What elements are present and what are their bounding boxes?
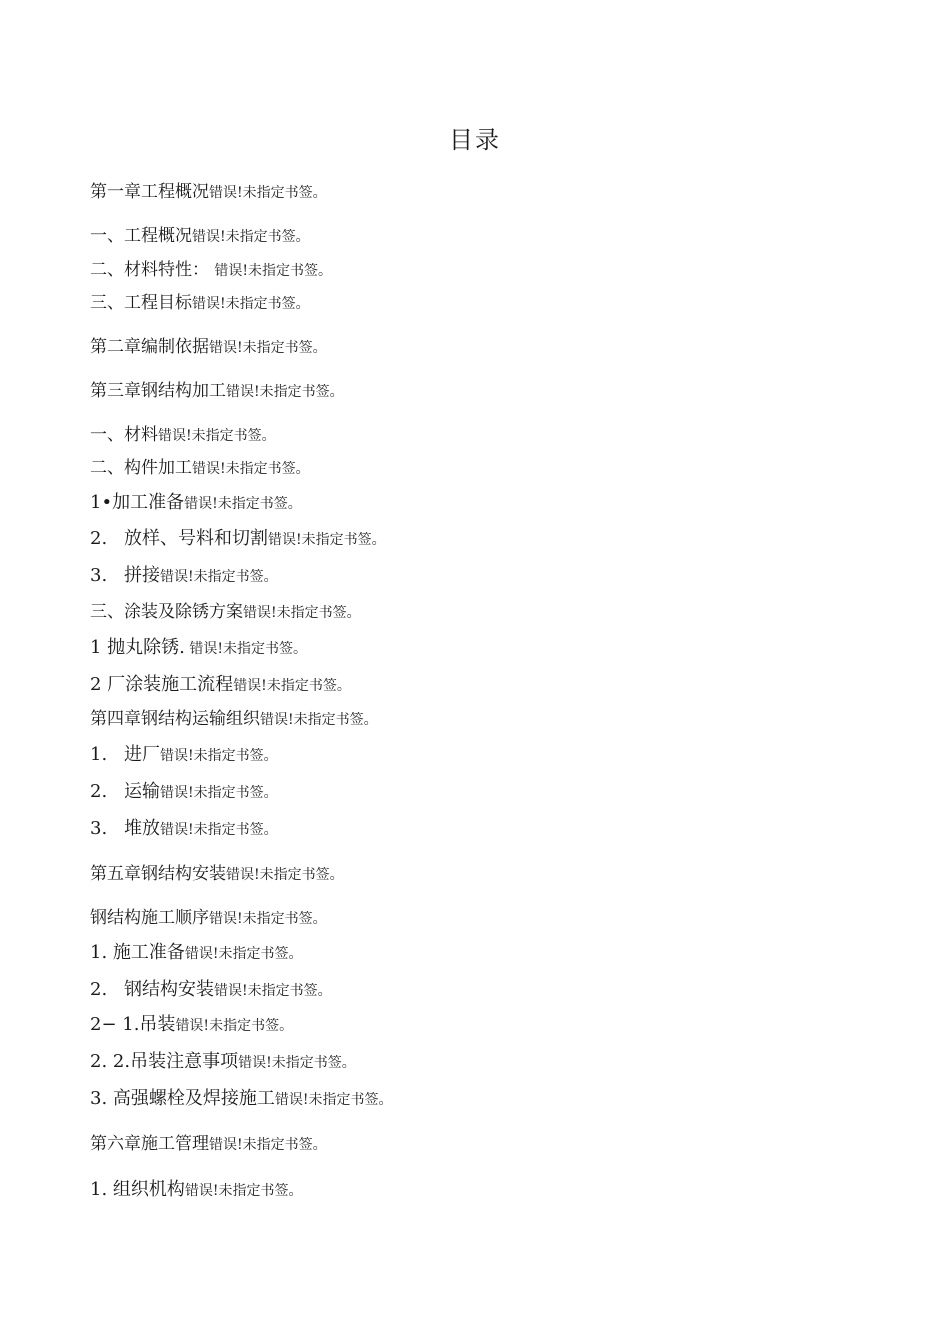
toc-entry[interactable]	[90, 981, 332, 999]
toc-entry-number: 3.	[90, 818, 108, 839]
toc-entry-bookmark-error: 错误!未指定书签。	[243, 605, 361, 621]
toc-entry-number: 2.	[90, 528, 108, 549]
toc-entry-bookmark-error: 错误!未指定书签。	[238, 1055, 356, 1071]
toc-entry[interactable]	[90, 676, 351, 694]
toc-entry-bookmark-error: 错误!未指定书签。	[192, 229, 310, 245]
toc-entry[interactable]	[90, 1016, 293, 1034]
toc-entry[interactable]	[90, 530, 386, 548]
toc-entry[interactable]	[90, 567, 278, 585]
toc-entry-bookmark-error: 错误!未指定书签。	[268, 532, 386, 548]
toc-entry[interactable]	[90, 228, 310, 245]
toc-entry-bookmark-error: 错误!未指定书签。	[184, 496, 302, 512]
toc-entry-heading: 钢结构安装	[124, 979, 214, 1000]
toc-entry[interactable]	[90, 427, 276, 444]
toc-entry[interactable]	[90, 910, 327, 927]
toc-entry[interactable]	[90, 494, 302, 512]
toc-entry-bookmark-error: 错误!未指定书签。	[209, 340, 327, 356]
toc-entry[interactable]	[90, 604, 361, 621]
toc-entry-heading: 第二章编制依据	[90, 337, 209, 357]
toc-entry-heading: 1 抛丸除锈.	[90, 637, 185, 658]
toc-entry-bookmark-error: 错误!未指定书签。	[209, 185, 327, 201]
toc-entry-bookmark-error: 错误!未指定书签。	[158, 428, 276, 444]
toc-entry-bookmark-error: 错误!未指定书签。	[160, 569, 278, 585]
toc-entry-bookmark-error: 错误!未指定书签。	[192, 296, 310, 312]
toc-entry[interactable]	[90, 1053, 356, 1071]
toc-entry-bookmark-error: 错误!未指定书签。	[209, 1137, 327, 1153]
toc-entry[interactable]	[90, 460, 310, 477]
toc-entry-heading: 2. 2.吊装注意事项	[90, 1051, 239, 1072]
toc-entry-heading: 第五章钢结构安装	[90, 864, 226, 884]
toc-entry-heading: 第四章钢结构运输组织	[90, 709, 260, 729]
toc-entry-heading: 二、构件加工	[90, 458, 192, 478]
toc-entry-heading: 进厂	[124, 744, 160, 765]
toc-entry[interactable]	[90, 262, 332, 279]
toc-entry-heading: 三、工程目标	[90, 293, 192, 313]
toc-entry-bookmark-error: 错误!未指定书签。	[184, 946, 303, 962]
toc-entry[interactable]	[90, 746, 278, 764]
toc-entry[interactable]	[90, 1090, 393, 1108]
toc-entry-number: 2.	[90, 979, 108, 1000]
toc-entry-bookmark-error: 错误!未指定书签。	[175, 1018, 294, 1034]
toc-entry[interactable]	[90, 944, 303, 962]
toc-entry-bookmark-error: 错误!未指定书签。	[160, 822, 278, 838]
toc-entry-heading: 2− 1.吊装	[90, 1014, 176, 1035]
toc-entry-heading: 1. 组织机构	[90, 1179, 185, 1200]
toc-entry-heading: 3. 高强螺栓及焊接施工	[90, 1088, 275, 1109]
toc-entry-bookmark-error: 错误!未指定书签。	[184, 1183, 303, 1199]
toc-entry-bookmark-error: 错误!未指定书签。	[226, 867, 344, 883]
toc-entry-heading: 1. 施工准备	[90, 942, 185, 963]
toc-entry[interactable]	[90, 339, 327, 356]
toc-entry-heading: 三、涂装及除锈方案	[90, 602, 243, 622]
toc-entry[interactable]	[90, 184, 327, 201]
toc-entry-heading: 1•加工准备	[90, 492, 185, 513]
toc-entry[interactable]	[90, 866, 344, 883]
toc-entry[interactable]	[90, 639, 307, 657]
toc-entry-bookmark-error: 错误!未指定书签。	[226, 384, 344, 400]
toc-entry-bookmark-error: 错误!未指定书签。	[274, 1092, 393, 1108]
toc-entry-bookmark-error: 错误!未指定书签。	[184, 641, 307, 657]
toc-entry-number: 3.	[90, 565, 108, 586]
toc-entry[interactable]	[90, 783, 278, 801]
toc-entry-heading: 钢结构施工顺序	[90, 908, 209, 928]
toc-entry-heading: 第六章施工管理	[90, 1134, 209, 1154]
toc-entry-heading: 第三章钢结构加工	[90, 381, 226, 401]
toc-entry-bookmark-error: 错误!未指定书签。	[209, 911, 327, 927]
toc-entry-bookmark-error: 错误!未指定书签。	[192, 461, 310, 477]
toc-entry-heading: 二、材料特性：	[90, 260, 215, 280]
toc-entry[interactable]	[90, 1181, 303, 1199]
toc-entry[interactable]	[90, 383, 344, 400]
toc-entry-heading: 2 厂涂装施工流程	[90, 674, 234, 695]
toc-entry-heading: 拼接	[124, 565, 160, 586]
toc-entry-bookmark-error: 错误!未指定书签。	[160, 748, 278, 764]
toc-entry[interactable]	[90, 1136, 327, 1153]
toc-entry-bookmark-error: 错误!未指定书签。	[160, 785, 278, 801]
toc-entry-heading: 第一章工程概况	[90, 182, 209, 202]
toc-entry[interactable]	[90, 711, 378, 728]
toc-entry-number: 2.	[90, 781, 108, 802]
toc-entry-heading: 运输	[124, 781, 160, 802]
toc-entry-number: 1.	[90, 744, 108, 765]
toc-entry-bookmark-error: 错误!未指定书签。	[233, 678, 351, 694]
toc-title: 目录	[449, 126, 501, 154]
toc-entry-bookmark-error: 错误!未指定书签。	[260, 712, 378, 728]
toc-entry-heading: 一、工程概况	[90, 226, 192, 246]
toc-entry[interactable]	[90, 820, 278, 838]
toc-entry-bookmark-error: 错误!未指定书签。	[214, 983, 332, 999]
toc-entry[interactable]	[90, 295, 310, 312]
toc-entry-heading: 一、材料	[90, 425, 158, 445]
toc-entry-heading: 放样、号料和切割	[124, 528, 268, 549]
toc-entry-heading: 堆放	[124, 818, 160, 839]
toc-entry-bookmark-error: 错误!未指定书签。	[214, 263, 333, 279]
